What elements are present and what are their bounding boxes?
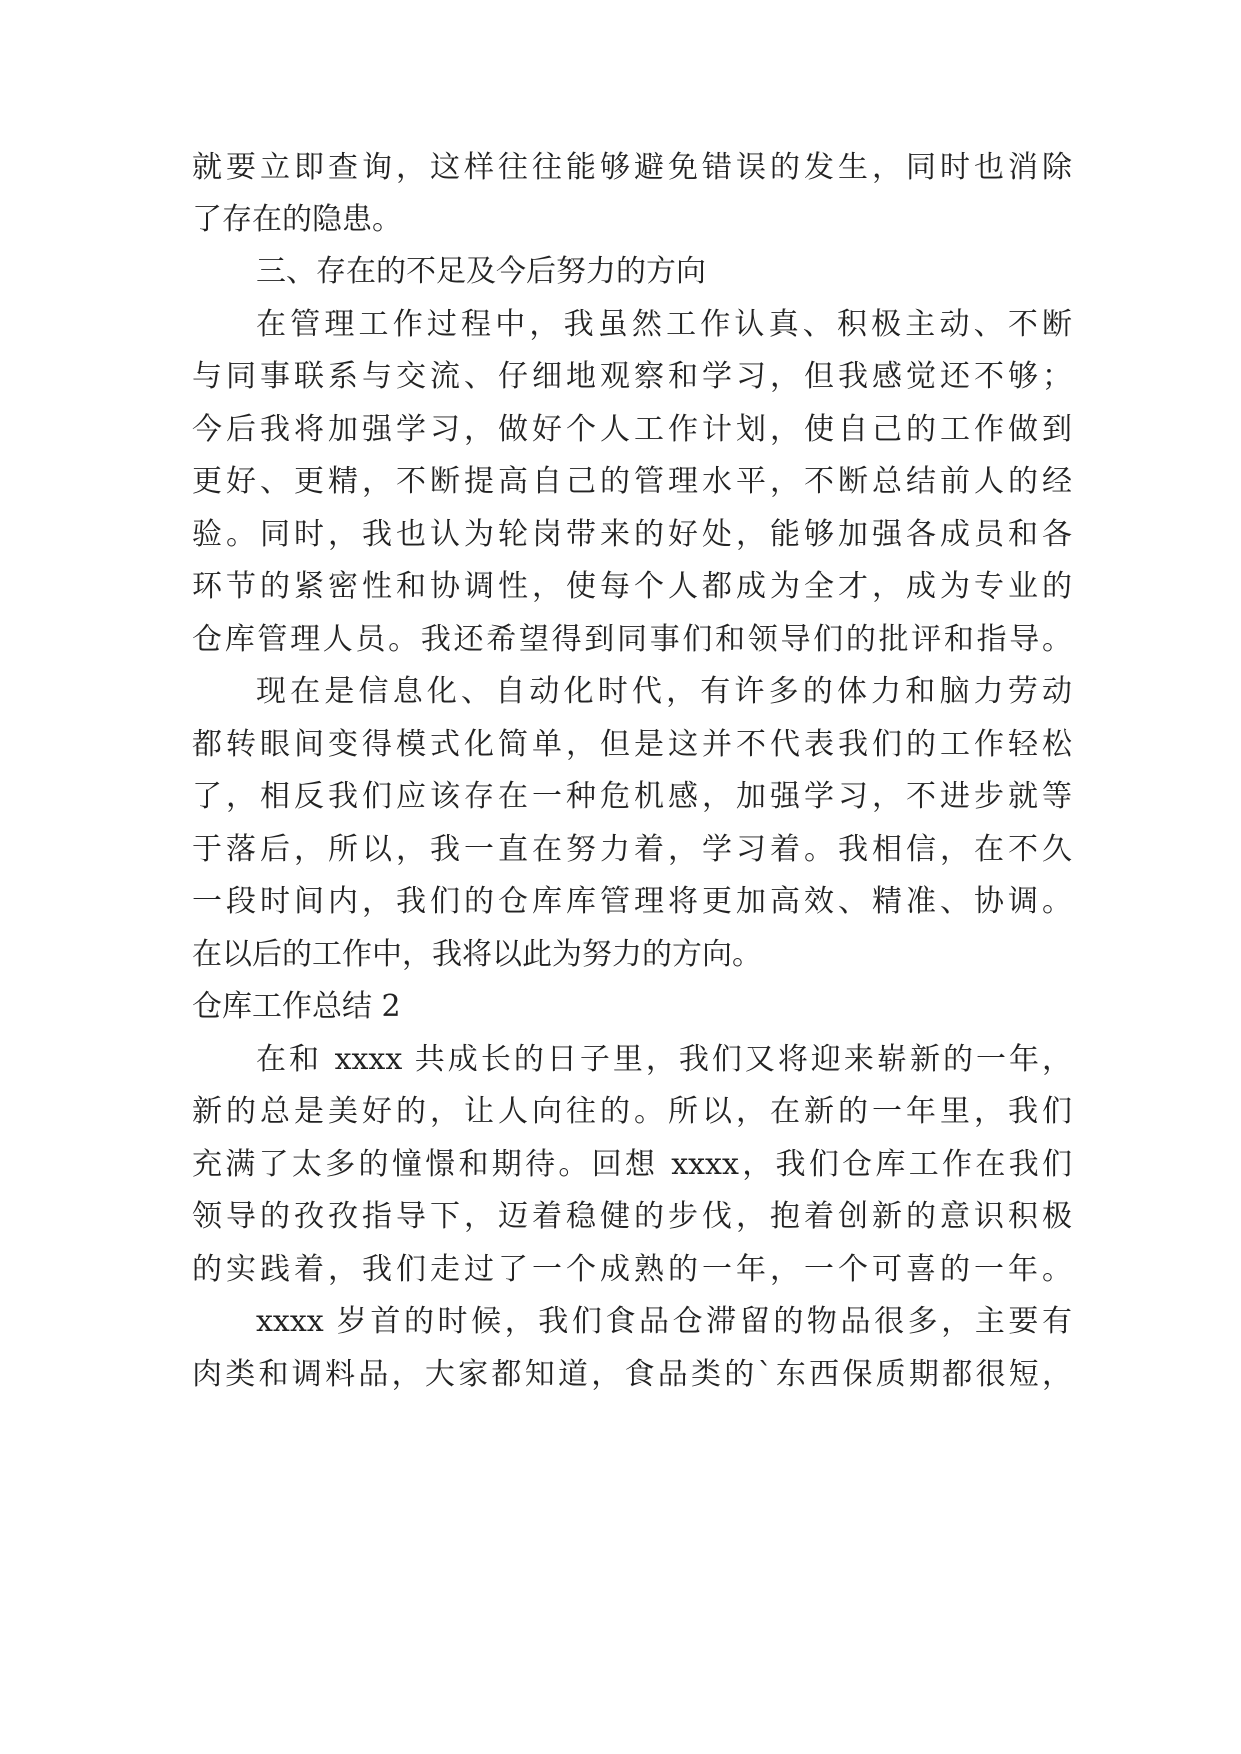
paragraph-line: 更好、更精，不断提高自己的管理水平，不断总结前人的经 bbox=[192, 464, 1072, 499]
document-title: 仓库工作总结 2 bbox=[192, 989, 401, 1024]
paragraph-line: 今后我将加强学习，做好个人工作计划，使自己的工作做到 bbox=[192, 412, 1072, 447]
paragraph-line: 在以后的工作中，我将以此为努力的方向。 bbox=[192, 937, 762, 972]
paragraph-line: 于落后，所以，我一直在努力着，学习着。我相信，在不久 bbox=[192, 832, 1072, 867]
paragraph-line: 了，相反我们应该存在一种危机感，加强学习，不进步就等 bbox=[192, 779, 1072, 814]
paragraph-line: 了存在的隐患。 bbox=[192, 202, 402, 237]
section-heading: 三、存在的不足及今后努力的方向 bbox=[256, 254, 706, 289]
paragraph-line: 充满了太多的憧憬和期待。回想 xxxx，我们仓库工作在我们 bbox=[192, 1147, 1072, 1182]
paragraph-line: 验。同时，我也认为轮岗带来的好处，能够加强各成员和各 bbox=[192, 517, 1072, 552]
paragraph-line: 现在是信息化、自动化时代，有许多的体力和脑力劳动 bbox=[256, 674, 1072, 709]
paragraph-line: 肉类和调料品，大家都知道，食品类的`东西保质期都很短， bbox=[192, 1357, 1072, 1392]
paragraph-line: 仓库管理人员。我还希望得到同事们和领导们的批评和指导。 bbox=[192, 622, 1072, 657]
paragraph-line: 在和 xxxx 共成长的日子里，我们又将迎来崭新的一年， bbox=[256, 1042, 1072, 1077]
paragraph-line: 新的总是美好的，让人向往的。所以，在新的一年里，我们 bbox=[192, 1094, 1072, 1129]
paragraph-line: 与同事联系与交流、仔细地观察和学习，但我感觉还不够； bbox=[192, 359, 1072, 394]
paragraph-line: 就要立即查询，这样往往能够避免错误的发生，同时也消除 bbox=[192, 150, 1072, 185]
paragraph-line: 的实践着，我们走过了一个成熟的一年，一个可喜的一年。 bbox=[192, 1252, 1072, 1287]
paragraph-line: 领导的孜孜指导下，迈着稳健的步伐，抱着创新的意识积极 bbox=[192, 1199, 1072, 1234]
paragraph-line: xxxx 岁首的时候，我们食品仓滞留的物品很多，主要有 bbox=[256, 1304, 1072, 1339]
paragraph-line: 一段时间内，我们的仓库库管理将更加高效、精准、协调。 bbox=[192, 884, 1072, 919]
paragraph-line: 环节的紧密性和协调性，使每个人都成为全才，成为专业的 bbox=[192, 569, 1072, 604]
paragraph-line: 在管理工作过程中，我虽然工作认真、积极主动、不断 bbox=[256, 307, 1072, 342]
paragraph-line: 都转眼间变得模式化简单，但是这并不代表我们的工作轻松 bbox=[192, 727, 1072, 762]
